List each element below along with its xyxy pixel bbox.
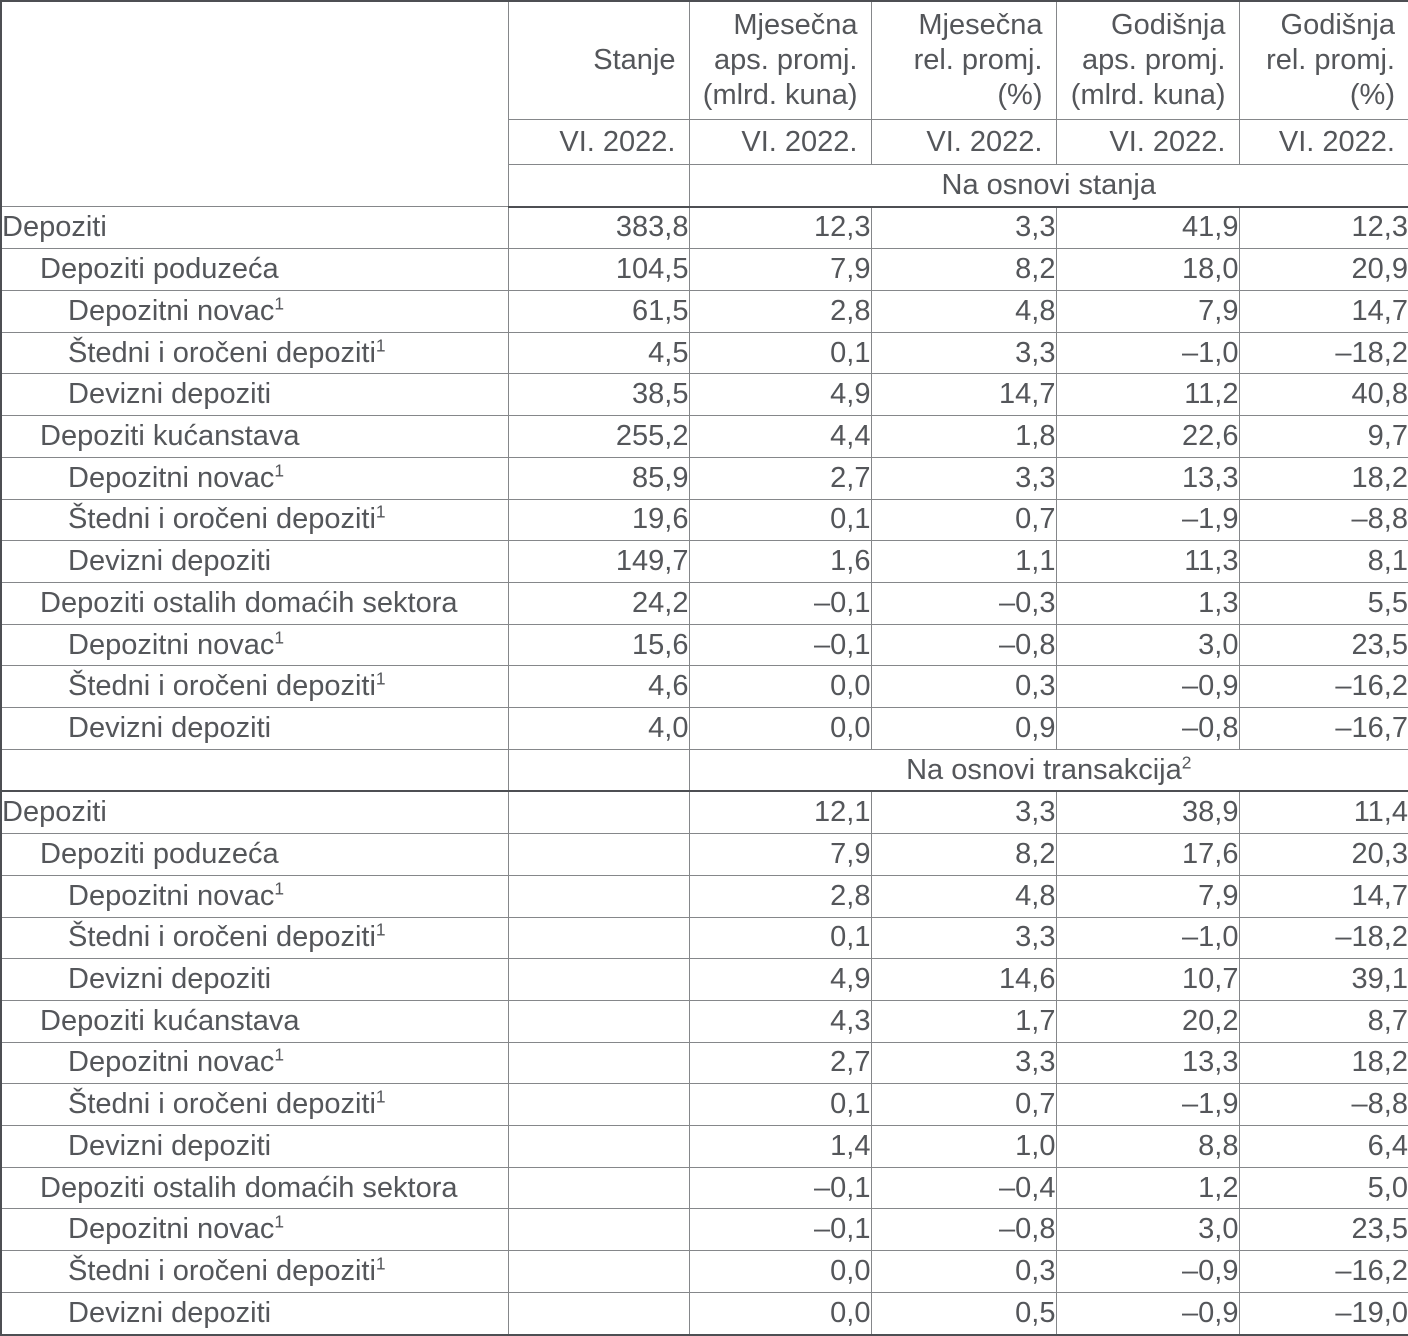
section-title: Na osnovi stanja [689, 165, 1408, 207]
value-cell-annual-abs: 41,9 [1056, 207, 1239, 249]
row-label: Štedni i oročeni depoziti$^1$ [1, 1251, 508, 1293]
value-cell-monthly-abs: –0,1 [689, 1209, 871, 1251]
table-row [1, 207, 1408, 249]
value-cell-annual-rel: 8,1 [1239, 541, 1408, 583]
value-cell-stanje [508, 834, 689, 876]
value-cell-annual-rel: 6,4 [1239, 1126, 1408, 1168]
row-label: Devizni depoziti [1, 1126, 508, 1168]
row-label: Depoziti ostalih domaćih sektora [1, 1167, 508, 1209]
value-cell-annual-rel: 23,5 [1239, 624, 1408, 666]
period-cell: VI. 2022. [689, 120, 871, 165]
value-cell-annual-abs: 1,3 [1056, 582, 1239, 624]
table-row [1, 332, 1408, 374]
period-cell: VI. 2022. [871, 120, 1056, 165]
value-cell-annual-rel: 12,3 [1239, 207, 1408, 249]
value-cell-annual-abs: 3,0 [1056, 624, 1239, 666]
col-header-monthly-abs: Mjesečna aps. promj. (mlrd. kuna) [689, 1, 871, 120]
value-cell-monthly-abs: 0,0 [689, 708, 871, 750]
row-label: Štedni i oročeni depoziti$^1$ [1, 666, 508, 708]
value-cell-monthly-rel: 4,8 [871, 875, 1056, 917]
value-cell-annual-abs: 1,2 [1056, 1167, 1239, 1209]
value-cell-stanje [508, 1042, 689, 1084]
table-row [1, 666, 1408, 708]
table-row [1, 791, 1408, 833]
value-cell-annual-rel: 5,0 [1239, 1167, 1408, 1209]
value-cell-monthly-rel: 3,3 [871, 1042, 1056, 1084]
value-cell-stanje [508, 791, 689, 833]
value-cell-stanje: 38,5 [508, 374, 689, 416]
row-label: Depozitni novac$^1$ [1, 457, 508, 499]
table-row [1, 708, 1408, 750]
value-cell-annual-abs: 10,7 [1056, 959, 1239, 1001]
table-row [1, 291, 1408, 333]
value-cell-annual-rel: 20,3 [1239, 834, 1408, 876]
value-cell-stanje [508, 959, 689, 1001]
value-cell-stanje [508, 1251, 689, 1293]
value-cell-stanje: 4,5 [508, 332, 689, 374]
value-cell-annual-abs: –1,9 [1056, 499, 1239, 541]
value-cell-monthly-abs: 0,1 [689, 499, 871, 541]
table-row [1, 541, 1408, 583]
row-label: Depozitni novac$^1$ [1, 875, 508, 917]
value-cell-monthly-rel: –0,4 [871, 1167, 1056, 1209]
value-cell-monthly-rel: 0,5 [871, 1292, 1056, 1335]
value-cell-monthly-rel: 0,9 [871, 708, 1056, 750]
value-cell-monthly-rel: 0,7 [871, 499, 1056, 541]
value-cell-annual-rel: –16,2 [1239, 1251, 1408, 1293]
table-row [1, 875, 1408, 917]
value-cell-monthly-rel: 4,8 [871, 291, 1056, 333]
value-cell-monthly-rel: 3,3 [871, 457, 1056, 499]
row-label: Depoziti kućanstava [1, 1000, 508, 1042]
value-cell-monthly-rel: 3,3 [871, 207, 1056, 249]
value-cell-stanje [508, 1209, 689, 1251]
row-label: Devizni depoziti [1, 1292, 508, 1335]
row-label: Depoziti ostalih domaćih sektora [1, 582, 508, 624]
value-cell-annual-rel: 18,2 [1239, 457, 1408, 499]
row-label: Štedni i oročeni depoziti$^1$ [1, 1084, 508, 1126]
table-row [1, 582, 1408, 624]
value-cell-monthly-rel: 14,7 [871, 374, 1056, 416]
row-label: Depozitni novac$^1$ [1, 291, 508, 333]
value-cell-monthly-rel: 0,3 [871, 1251, 1056, 1293]
value-cell-monthly-rel: 1,1 [871, 541, 1056, 583]
value-cell-annual-rel: –18,2 [1239, 917, 1408, 959]
row-label: Depozitni novac$^1$ [1, 1209, 508, 1251]
value-cell-annual-rel: 14,7 [1239, 291, 1408, 333]
col-header-annual-abs: Godišnja aps. promj. (mlrd. kuna) [1056, 1, 1239, 120]
value-cell-monthly-rel: –0,8 [871, 1209, 1056, 1251]
value-cell-annual-abs: 11,3 [1056, 541, 1239, 583]
value-cell-monthly-abs: 4,3 [689, 1000, 871, 1042]
value-cell-annual-rel: 39,1 [1239, 959, 1408, 1001]
table-row [1, 499, 1408, 541]
table-row [1, 1167, 1408, 1209]
value-cell-annual-rel: –8,8 [1239, 1084, 1408, 1126]
value-cell-monthly-rel: 14,6 [871, 959, 1056, 1001]
value-cell-monthly-rel: –0,3 [871, 582, 1056, 624]
value-cell-monthly-abs: 0,1 [689, 332, 871, 374]
value-cell-monthly-abs: –0,1 [689, 1167, 871, 1209]
value-cell-monthly-rel: 1,0 [871, 1126, 1056, 1168]
row-label: Devizni depoziti [1, 541, 508, 583]
section-empty-stanje-cell [508, 165, 689, 207]
period-cell: VI. 2022. [1056, 120, 1239, 165]
value-cell-annual-abs: 7,9 [1056, 291, 1239, 333]
value-cell-monthly-abs: 12,3 [689, 207, 871, 249]
row-label: Štedni i oročeni depoziti$^1$ [1, 499, 508, 541]
row-label: Devizni depoziti [1, 959, 508, 1001]
value-cell-annual-abs: 11,2 [1056, 374, 1239, 416]
value-cell-monthly-rel: 3,3 [871, 917, 1056, 959]
value-cell-stanje: 24,2 [508, 582, 689, 624]
value-cell-annual-abs: –1,9 [1056, 1084, 1239, 1126]
value-cell-annual-abs: 13,3 [1056, 457, 1239, 499]
value-cell-monthly-abs: 0,0 [689, 1251, 871, 1293]
value-cell-annual-abs: 18,0 [1056, 249, 1239, 291]
value-cell-annual-rel: –8,8 [1239, 499, 1408, 541]
value-cell-annual-abs: –0,9 [1056, 666, 1239, 708]
value-cell-annual-abs: 3,0 [1056, 1209, 1239, 1251]
value-cell-monthly-abs: 12,1 [689, 791, 871, 833]
value-cell-stanje: 85,9 [508, 457, 689, 499]
value-cell-annual-abs: 7,9 [1056, 875, 1239, 917]
row-label: Depoziti poduzeća [1, 834, 508, 876]
value-cell-monthly-abs: 4,9 [689, 374, 871, 416]
row-label: Devizni depoziti [1, 374, 508, 416]
value-cell-annual-abs: –1,0 [1056, 332, 1239, 374]
value-cell-annual-rel: 8,7 [1239, 1000, 1408, 1042]
section-title: Na osnovi transakcija$^2$ [689, 749, 1408, 791]
table-row [1, 834, 1408, 876]
value-cell-annual-abs: 22,6 [1056, 416, 1239, 458]
corner-empty-cell [1, 1, 508, 207]
row-label: Depozitni novac$^1$ [1, 624, 508, 666]
value-cell-monthly-abs: 0,0 [689, 1292, 871, 1335]
value-cell-annual-abs: –0,8 [1056, 708, 1239, 750]
value-cell-annual-rel: 18,2 [1239, 1042, 1408, 1084]
value-cell-monthly-abs: –0,1 [689, 624, 871, 666]
value-cell-stanje: 383,8 [508, 207, 689, 249]
value-cell-monthly-abs: 2,7 [689, 1042, 871, 1084]
value-cell-stanje: 104,5 [508, 249, 689, 291]
value-cell-annual-rel: 14,7 [1239, 875, 1408, 917]
table-row [1, 1084, 1408, 1126]
value-cell-annual-rel: 23,5 [1239, 1209, 1408, 1251]
value-cell-monthly-abs: 7,9 [689, 249, 871, 291]
table-row [1, 1292, 1408, 1335]
value-cell-annual-abs: 38,9 [1056, 791, 1239, 833]
value-cell-monthly-abs: 7,9 [689, 834, 871, 876]
section-header-row [1, 749, 1408, 791]
value-cell-stanje [508, 1126, 689, 1168]
table-row [1, 1126, 1408, 1168]
value-cell-annual-abs: –0,9 [1056, 1292, 1239, 1335]
value-cell-stanje [508, 1000, 689, 1042]
value-cell-stanje [508, 875, 689, 917]
value-cell-annual-abs: 8,8 [1056, 1126, 1239, 1168]
table-body [1, 1, 1408, 1335]
value-cell-stanje [508, 1292, 689, 1335]
value-cell-annual-rel: –16,7 [1239, 708, 1408, 750]
row-label: Depoziti [1, 791, 508, 833]
value-cell-stanje: 255,2 [508, 416, 689, 458]
table-row [1, 249, 1408, 291]
table-row [1, 624, 1408, 666]
value-cell-annual-rel: 40,8 [1239, 374, 1408, 416]
value-cell-monthly-rel: 0,3 [871, 666, 1056, 708]
value-cell-stanje: 15,6 [508, 624, 689, 666]
value-cell-monthly-abs: 0,1 [689, 1084, 871, 1126]
value-cell-monthly-rel: 3,3 [871, 332, 1056, 374]
value-cell-annual-rel: 20,9 [1239, 249, 1408, 291]
value-cell-stanje [508, 1084, 689, 1126]
table-row [1, 457, 1408, 499]
table-row [1, 374, 1408, 416]
value-cell-annual-abs: –0,9 [1056, 1251, 1239, 1293]
table-row [1, 1000, 1408, 1042]
value-cell-annual-rel: 5,5 [1239, 582, 1408, 624]
period-cell: VI. 2022. [1239, 120, 1408, 165]
value-cell-monthly-rel: 8,2 [871, 249, 1056, 291]
value-cell-annual-abs: 20,2 [1056, 1000, 1239, 1042]
value-cell-annual-rel: 11,4 [1239, 791, 1408, 833]
value-cell-monthly-rel: 0,7 [871, 1084, 1056, 1126]
row-label: Depoziti [1, 207, 508, 249]
value-cell-monthly-rel: 1,7 [871, 1000, 1056, 1042]
value-cell-stanje: 4,0 [508, 708, 689, 750]
value-cell-monthly-abs: 4,9 [689, 959, 871, 1001]
table-row [1, 1251, 1408, 1293]
row-label: Depozitni novac$^1$ [1, 1042, 508, 1084]
value-cell-annual-abs: 17,6 [1056, 834, 1239, 876]
value-cell-stanje: 19,6 [508, 499, 689, 541]
value-cell-annual-rel: –18,2 [1239, 332, 1408, 374]
value-cell-annual-rel: –19,0 [1239, 1292, 1408, 1335]
value-cell-stanje [508, 1167, 689, 1209]
table-row [1, 1042, 1408, 1084]
value-cell-monthly-abs: 4,4 [689, 416, 871, 458]
section-empty-label-cell [1, 749, 508, 791]
table-row [1, 1209, 1408, 1251]
value-cell-monthly-abs: 1,4 [689, 1126, 871, 1168]
row-label: Devizni depoziti [1, 708, 508, 750]
value-cell-annual-abs: 13,3 [1056, 1042, 1239, 1084]
value-cell-monthly-rel: 1,8 [871, 416, 1056, 458]
col-header-stanje: Stanje [508, 1, 689, 120]
row-label: Štedni i oročeni depoziti$^1$ [1, 917, 508, 959]
value-cell-monthly-abs: 1,6 [689, 541, 871, 583]
value-cell-monthly-abs: 2,8 [689, 875, 871, 917]
value-cell-annual-abs: –1,0 [1056, 917, 1239, 959]
section-empty-stanje-cell [508, 749, 689, 791]
value-cell-monthly-abs: 0,0 [689, 666, 871, 708]
value-cell-monthly-rel: –0,8 [871, 624, 1056, 666]
col-header-annual-rel: Godišnja rel. promj. (%) [1239, 1, 1408, 120]
value-cell-monthly-abs: 2,8 [689, 291, 871, 333]
table-row [1, 416, 1408, 458]
value-cell-annual-rel: –16,2 [1239, 666, 1408, 708]
table-row [1, 917, 1408, 959]
table-row [1, 959, 1408, 1001]
value-cell-stanje [508, 917, 689, 959]
header-titles-row [1, 1, 1408, 120]
value-cell-stanje: 149,7 [508, 541, 689, 583]
value-cell-monthly-rel: 8,2 [871, 834, 1056, 876]
col-header-monthly-rel: Mjesečna rel. promj. (%) [871, 1, 1056, 120]
row-label: Depoziti poduzeća [1, 249, 508, 291]
value-cell-annual-rel: 9,7 [1239, 416, 1408, 458]
value-cell-monthly-abs: 2,7 [689, 457, 871, 499]
row-label: Štedni i oročeni depoziti$^1$ [1, 332, 508, 374]
value-cell-stanje: 61,5 [508, 291, 689, 333]
period-cell: VI. 2022. [508, 120, 689, 165]
value-cell-monthly-abs: –0,1 [689, 582, 871, 624]
row-label: Depoziti kućanstava [1, 416, 508, 458]
value-cell-monthly-rel: 3,3 [871, 791, 1056, 833]
value-cell-monthly-abs: 0,1 [689, 917, 871, 959]
value-cell-stanje: 4,6 [508, 666, 689, 708]
